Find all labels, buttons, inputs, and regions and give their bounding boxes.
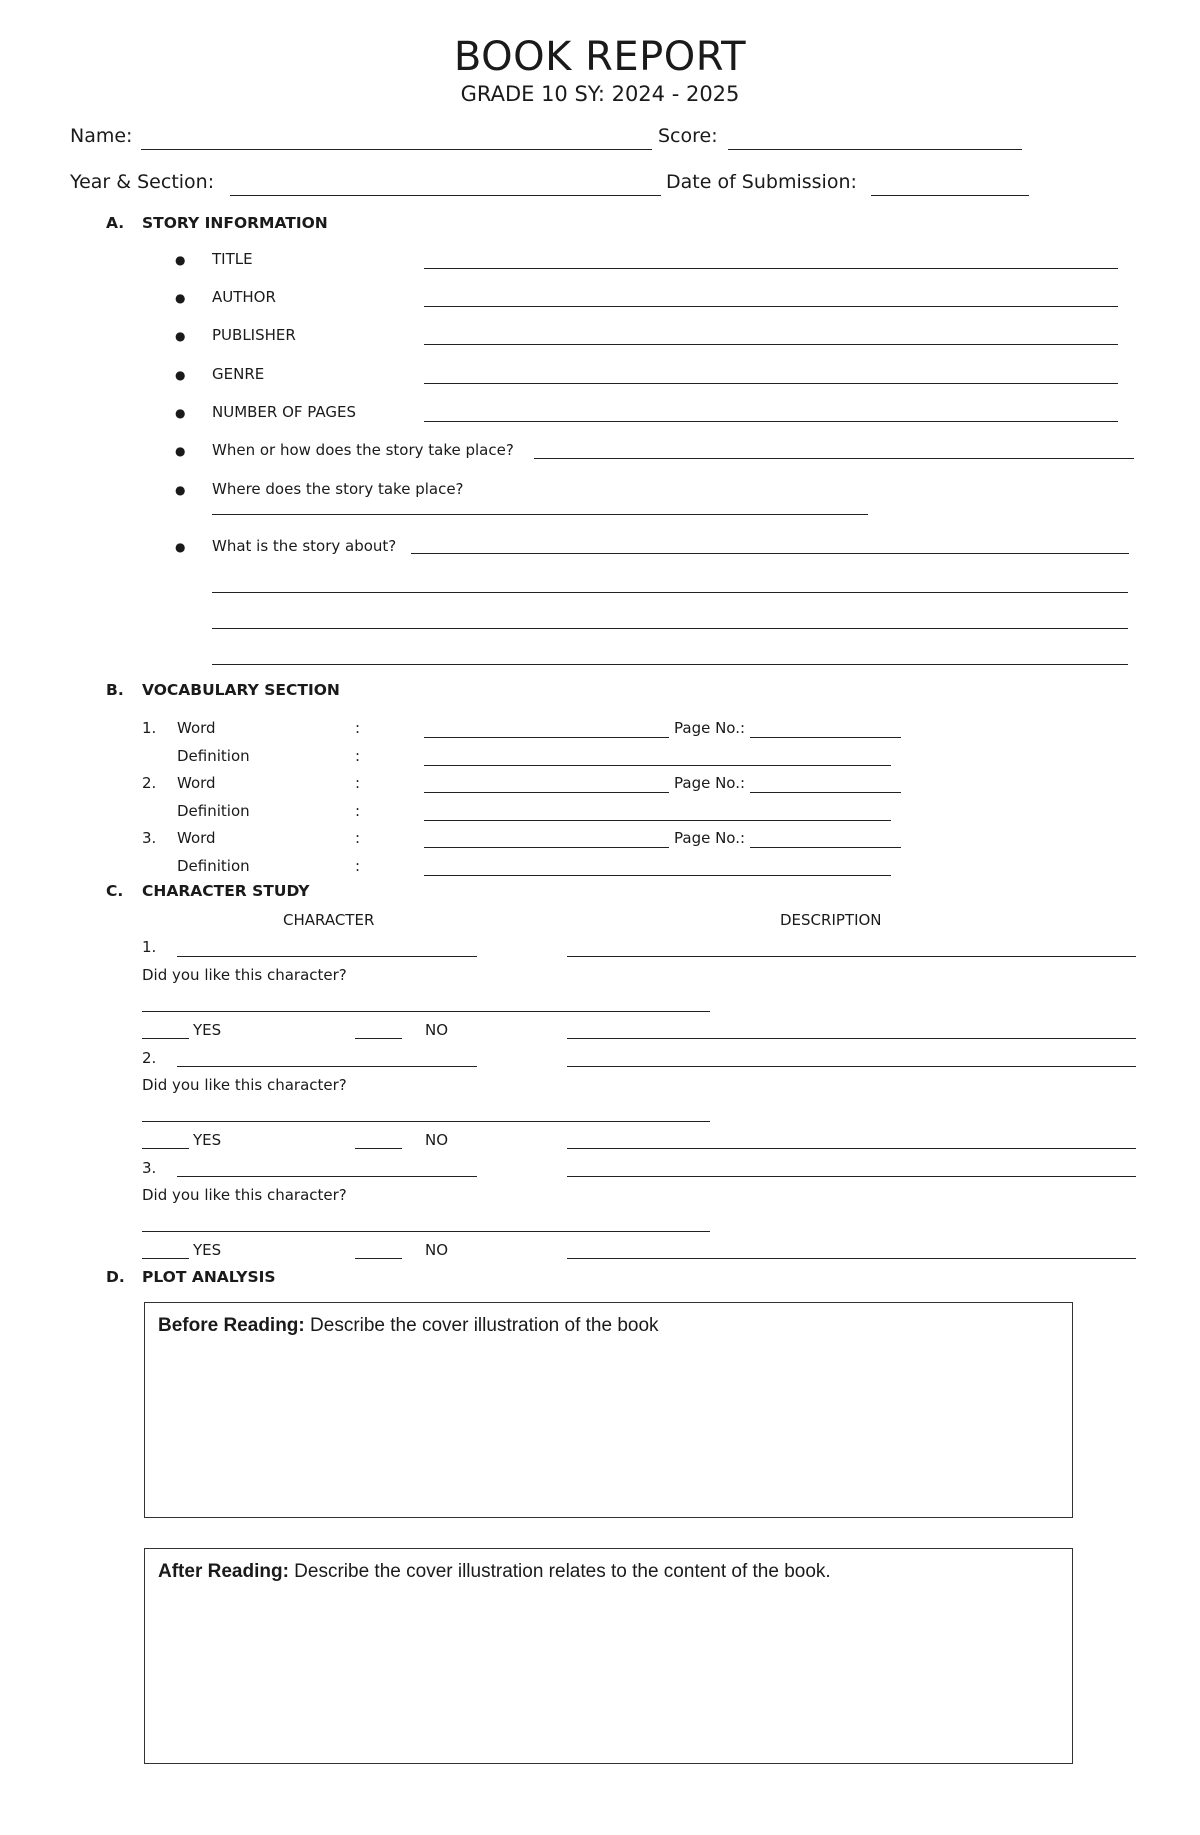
yes-label: YES [193, 1131, 222, 1149]
section-b-letter: B. [106, 681, 124, 699]
colon: : [355, 829, 361, 847]
where-question: Where does the story take place? [212, 480, 464, 498]
definition-label: Definition [177, 857, 250, 875]
about-answer-field[interactable] [212, 628, 1128, 629]
before-reading-text: Describe the cover illustration of the book [304, 1315, 659, 1336]
bullet-icon: ● [175, 444, 186, 458]
number-of-pages-label: NUMBER OF PAGES [212, 403, 357, 421]
character-number: 3. [142, 1159, 157, 1177]
author-label: AUTHOR [212, 288, 276, 306]
character-name-field[interactable] [177, 1066, 477, 1067]
story-title-field[interactable] [424, 268, 1118, 269]
like-question: Did you like this character? [142, 1076, 347, 1094]
character-number: 2. [142, 1049, 157, 1067]
name-field[interactable] [141, 149, 652, 150]
word-field[interactable] [424, 847, 669, 848]
after-reading-prompt [158, 1561, 831, 1583]
section-d-letter: D. [106, 1268, 125, 1286]
colon: : [355, 857, 361, 875]
publisher-label: PUBLISHER [212, 326, 296, 344]
definition-field[interactable] [424, 820, 891, 821]
date-submission-label: Date of Submission: [666, 171, 857, 193]
before-reading-prompt [158, 1315, 659, 1337]
genre-label: GENRE [212, 365, 265, 383]
word-label: Word [177, 774, 216, 792]
about-answer-field[interactable] [212, 592, 1128, 593]
section-a-title: STORY INFORMATION [142, 214, 328, 232]
no-label: NO [425, 1131, 449, 1149]
vocab-number: 2. [142, 774, 157, 792]
description-field[interactable] [567, 1066, 1136, 1067]
about-answer-field[interactable] [212, 664, 1128, 665]
description-field[interactable] [567, 1176, 1136, 1177]
description-field[interactable] [567, 956, 1136, 957]
description-field[interactable] [567, 1038, 1136, 1039]
colon: : [355, 719, 361, 737]
no-checkbox[interactable] [355, 1038, 402, 1039]
like-question: Did you like this character? [142, 1186, 347, 1204]
no-checkbox[interactable] [355, 1148, 402, 1149]
word-field[interactable] [424, 792, 669, 793]
when-answer-field[interactable] [534, 458, 1134, 459]
bullet-icon: ● [175, 406, 186, 420]
page-title: BOOK REPORT [453, 34, 747, 80]
page-no-label: Page No.: [674, 774, 746, 792]
no-label: NO [425, 1021, 449, 1039]
page-no-label: Page No.: [674, 719, 746, 737]
section-d-title: PLOT ANALYSIS [142, 1268, 276, 1286]
page-no-field[interactable] [750, 792, 901, 793]
when-question: When or how does the story take place? [212, 441, 514, 459]
year-section-label: Year & Section: [70, 171, 215, 193]
description-column-header: DESCRIPTION [780, 911, 882, 929]
bullet-icon: ● [175, 540, 186, 554]
definition-label: Definition [177, 747, 250, 765]
yes-checkbox[interactable] [142, 1258, 189, 1259]
character-name-field[interactable] [177, 956, 477, 957]
section-b-title: VOCABULARY SECTION [142, 681, 340, 699]
vocab-number: 1. [142, 719, 157, 737]
score-field[interactable] [728, 149, 1022, 150]
number-of-pages-field[interactable] [424, 421, 1118, 422]
bullet-icon: ● [175, 329, 186, 343]
year-section-field[interactable] [230, 195, 661, 196]
page-subtitle: GRADE 10 SY: 2024 - 2025 [460, 82, 740, 106]
where-answer-field[interactable] [212, 514, 868, 515]
vocab-number: 3. [142, 829, 157, 847]
before-reading-strong: Before Reading: [158, 1315, 305, 1336]
bullet-icon: ● [175, 368, 186, 382]
colon: : [355, 774, 361, 792]
yes-label: YES [193, 1021, 222, 1039]
page-no-field[interactable] [750, 737, 901, 738]
story-title-label: TITLE [212, 250, 253, 268]
section-c-title: CHARACTER STUDY [142, 882, 310, 900]
section-a-letter: A. [106, 214, 125, 232]
after-reading-box[interactable] [144, 1548, 1073, 1764]
score-label: Score: [658, 125, 718, 147]
about-question: What is the story about? [212, 537, 397, 555]
definition-field[interactable] [424, 765, 891, 766]
yes-checkbox[interactable] [142, 1038, 189, 1039]
genre-field[interactable] [424, 383, 1118, 384]
word-label: Word [177, 719, 216, 737]
no-label: NO [425, 1241, 449, 1259]
no-checkbox[interactable] [355, 1258, 402, 1259]
date-submission-field[interactable] [871, 195, 1029, 196]
bullet-icon: ● [175, 291, 186, 305]
word-field[interactable] [424, 737, 669, 738]
bullet-icon: ● [175, 483, 186, 497]
definition-field[interactable] [424, 875, 891, 876]
like-answer-field[interactable] [142, 1011, 710, 1012]
page-no-label: Page No.: [674, 829, 746, 847]
definition-label: Definition [177, 802, 250, 820]
colon: : [355, 802, 361, 820]
like-question: Did you like this character? [142, 966, 347, 984]
like-answer-field[interactable] [142, 1121, 710, 1122]
author-field[interactable] [424, 306, 1118, 307]
like-answer-field[interactable] [142, 1231, 710, 1232]
page-no-field[interactable] [750, 847, 901, 848]
section-c-letter: C. [106, 882, 124, 900]
yes-checkbox[interactable] [142, 1148, 189, 1149]
description-field[interactable] [567, 1258, 1136, 1259]
after-reading-strong: After Reading: [158, 1561, 289, 1582]
after-reading-text: Describe the cover illustration relates to the content of the book. [288, 1561, 831, 1582]
yes-label: YES [193, 1241, 222, 1259]
word-label: Word [177, 829, 216, 847]
character-name-field[interactable] [177, 1176, 477, 1177]
character-number: 1. [142, 938, 157, 956]
colon: : [355, 747, 361, 765]
before-reading-box[interactable] [144, 1302, 1073, 1518]
name-label: Name: [70, 125, 133, 147]
about-answer-field[interactable] [411, 553, 1129, 554]
description-field[interactable] [567, 1148, 1136, 1149]
character-column-header: CHARACTER [283, 911, 375, 929]
bullet-icon: ● [175, 253, 186, 267]
publisher-field[interactable] [424, 344, 1118, 345]
